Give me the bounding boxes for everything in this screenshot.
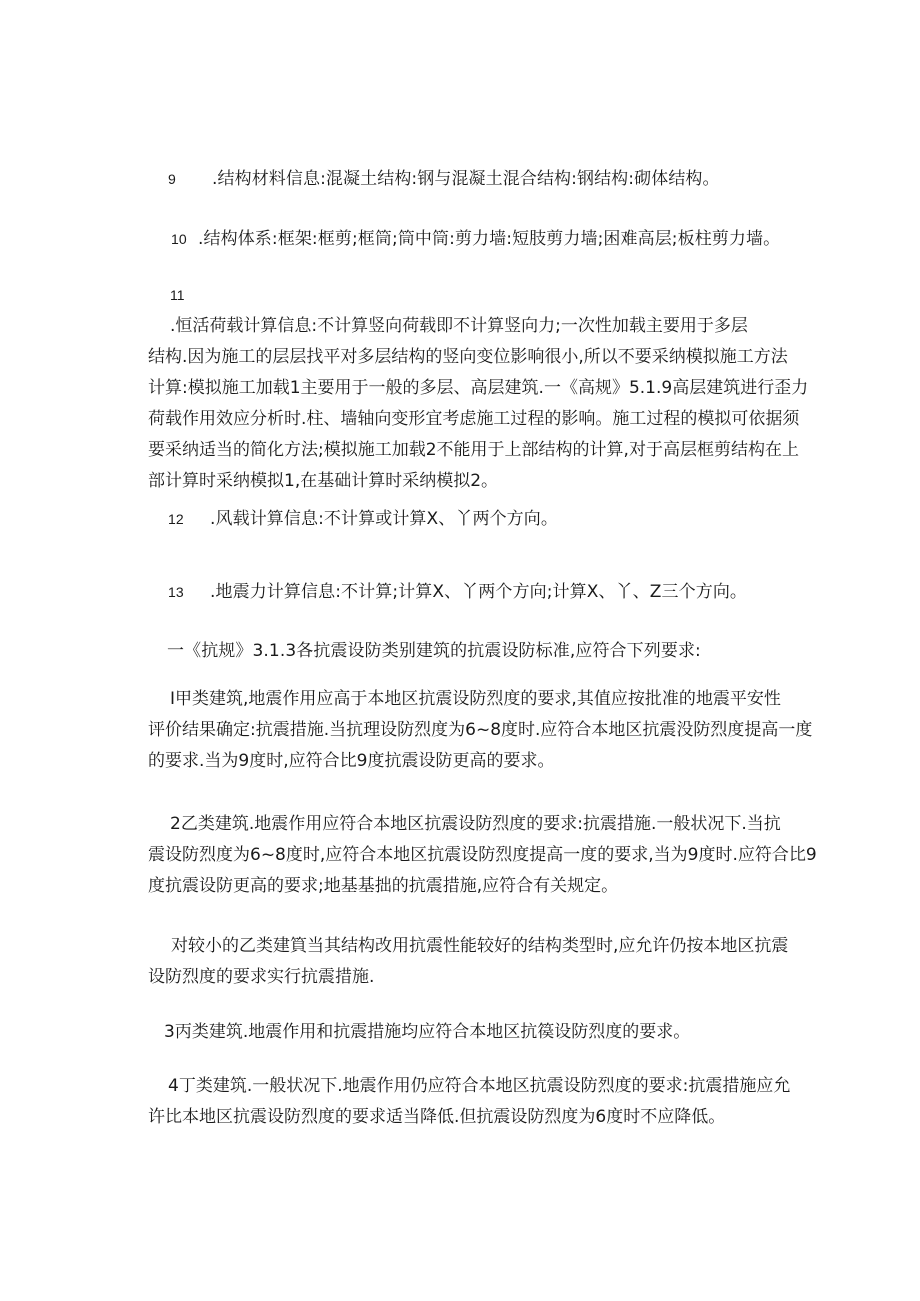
item-text: .结构材料信息:混凝土结构:钢与混凝土混合结构:钢结构:砌体结构。 [212,169,720,189]
clause-3 [148,1017,788,1048]
item-text: .恒活荷载计算信息:不计算竖向荷载即不计算竖向力;一次性加载主要用于多层 [170,316,748,336]
item-13 [168,582,747,602]
item-text: .地震力计算信息:不计算;计算X、丫两个方向;计算X、丫、Z三个方向。 [210,582,748,602]
item-12 [168,509,558,529]
item-text-line: 荷载作用效应分析时.柱、墙轴向变形宜考虑施工过程的影响。施工过程的模拟可依据须 [148,409,800,429]
standard-intro: 一《抗规》3.1.3各抗震设防类别建筑的抗震设防标准,应符合下列要求: [167,641,701,661]
clause-line: 度抗震设防更高的要求;地基基拙的抗震措施,应符合有关规定。 [148,876,619,896]
clause-line: 评价结果确定:抗震措施.当抗理设防烈度为6~8度时.应符合本地区抗震没防烈度提高一度 [148,720,813,740]
clause-line: 许比本地区抗震设防烈度的要求适当降低.但抗震设防烈度为6度时不应降低。 [148,1107,726,1127]
clause-line: 设防烈度的要求实行抗震措施. [148,967,375,987]
item-9 [168,169,720,189]
item-number: 12 [168,511,184,527]
clause-line: I甲类建筑,地震作用应高于本地区抗震设防烈度的要求,其值应按批准的地震平安性 [170,689,781,709]
item-text-line: 计算:模拟施工加载1主要用于一般的多层、高层建筑.一《高规》5.1.9高层建筑进行歪力 [148,378,809,398]
item-text: .结构体系:框架:框剪;框筒;筒中筒:剪力墙:短肢剪力墙;困难高层;板柱剪力墙。 [198,229,781,249]
item-text-line: 要采纳适当的简化方法;模拟施工加载2不能用于上部结构的计算,对于高层框剪结构在上 [148,440,799,460]
item-number: 9 [168,171,176,187]
clause-line: 震设防烈度为6~8度时,应符合本地区抗震设防烈度提高一度的要求,当为9度时.应符合比9 [148,845,817,865]
item-first-line [148,280,788,342]
clause-line: 2乙类建筑.地震作用应符合本地区抗震设防烈度的要求:抗震措施.一般状况下.当抗 [170,814,781,834]
clause-line: 4丁类建筑.一般状况下.地震作用仍应符合本地区抗震设防烈度的要求:抗震措施应允 [168,1076,791,1096]
clause-line: 3丙类建筑.地震作用和抗震措施均应符合本地区抗篌设防烈度的要求。 [164,1022,691,1042]
item-number: 11 [170,287,185,303]
clause-4 [148,1071,791,1133]
item-text: .风载计算信息:不计算或计算X、丫两个方向。 [210,509,558,529]
item-number: 13 [168,584,184,600]
clause-line: 的要求.当为9度时,应符合比9度抗震设防更高的要求。 [148,751,555,771]
clause-1 [148,684,813,777]
clause-2-note [148,931,788,993]
clause-line: 对较小的乙类建筫当其结构改用抗震性能较好的结构类型时,应允许仍按本地区抗震 [171,936,789,956]
item-11 [148,280,809,497]
item-text-line: 部计算时采纳模拟1,在基础计算时采纳模拟2。 [148,471,499,491]
clause-2 [148,809,817,902]
item-number: 10 [171,231,187,247]
item-text-line: 结构.因为施工的层层找平对多层结构的竖向变位影响很小,所以不要采纳模拟施工方法 [148,347,788,367]
item-10 [171,229,780,249]
